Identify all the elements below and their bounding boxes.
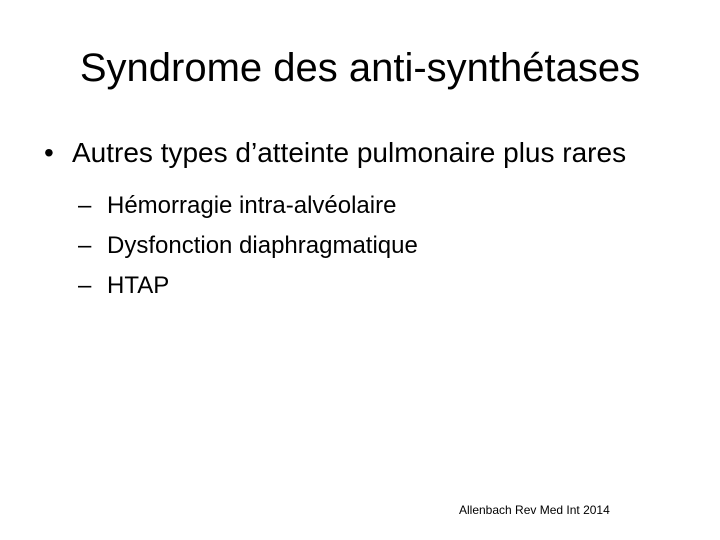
slide-title: Syndrome des anti-synthétases [79,46,641,90]
dash-icon: – [78,232,92,259]
sub-bullet-list [78,186,664,306]
source-reference: Allenbach Rev Med Int 2014 [459,503,610,517]
sub-bullet-text-htap: HTAP [107,272,170,299]
slide-content [44,136,664,306]
sub-bullet-text-diaphragm: Dysfonction diaphragmatique [107,232,418,259]
sub-bullet-item-hemorrhage [78,186,664,226]
dash-icon: – [78,192,92,219]
bullet-icon: • [44,137,54,168]
main-bullet-text: Autres types d’atteinte pulmonaire plus rares [72,137,627,168]
dash-icon: – [78,272,92,299]
sub-bullet-item-htap [78,266,664,306]
sub-bullet-item-diaphragm [78,226,664,266]
main-bullet-item [44,136,664,170]
sub-bullet-text-hemorrhage: Hémorragie intra-alvéolaire [107,192,397,219]
